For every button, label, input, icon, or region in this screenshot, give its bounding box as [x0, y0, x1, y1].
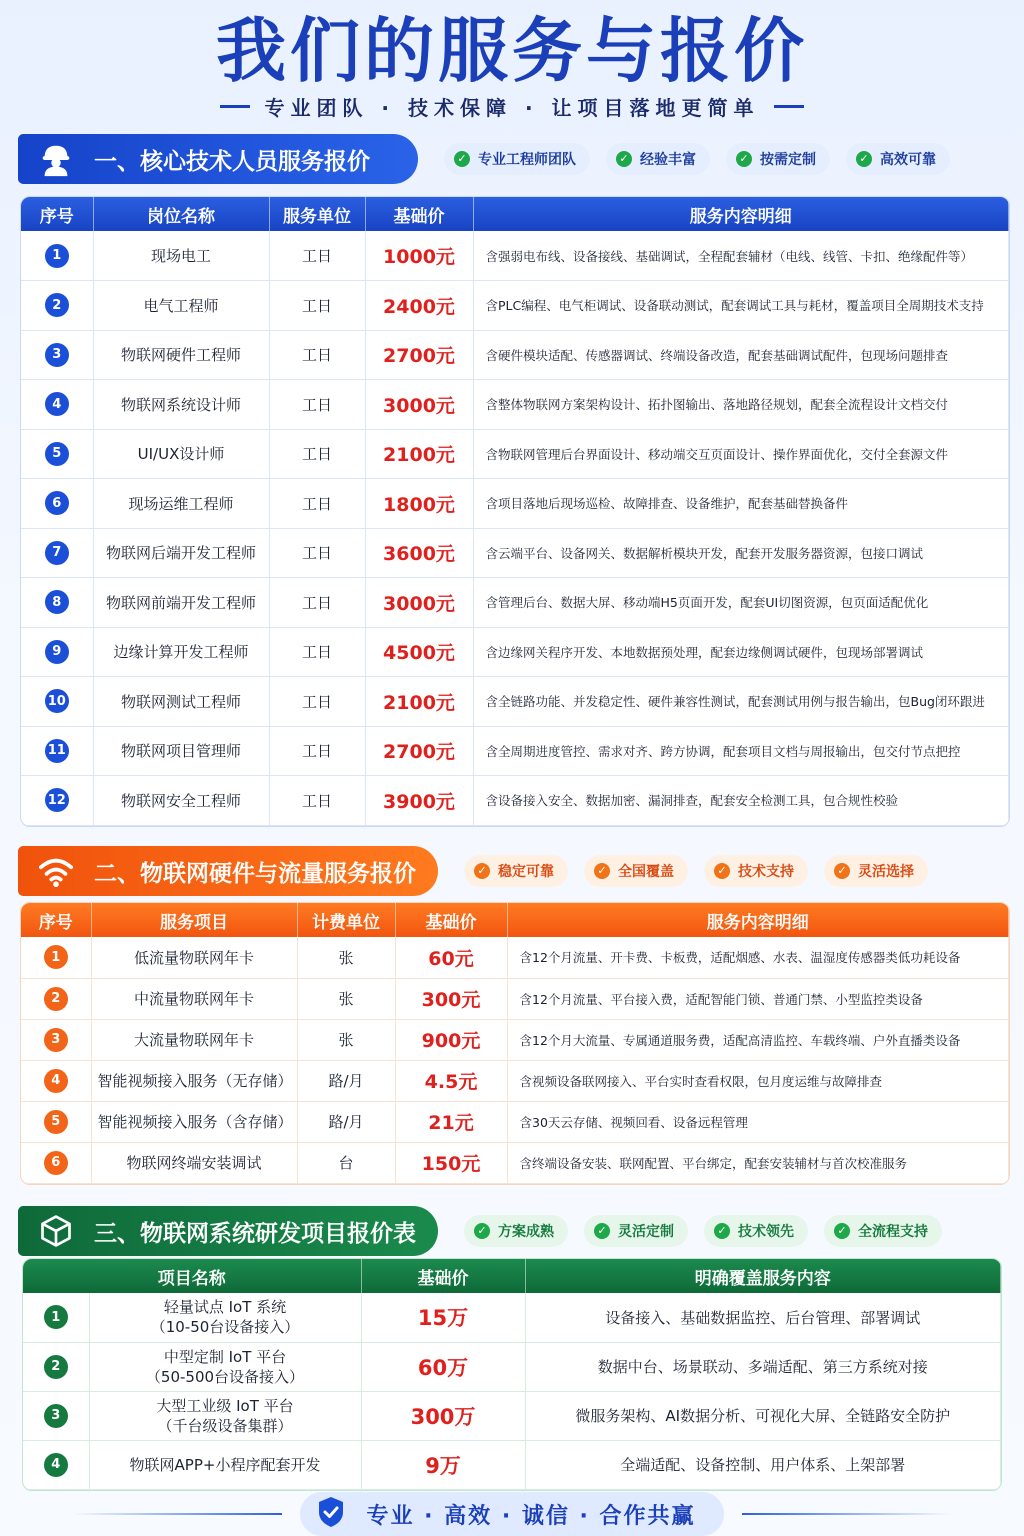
table-row — [21, 380, 1009, 430]
price-cell: 3900元 — [365, 776, 473, 826]
row-number-badge: 11 — [45, 739, 69, 763]
detail-cell: 全端适配、设备控制、用户体系、上架部署 — [525, 1440, 1001, 1489]
row-number-badge: 1 — [44, 945, 68, 969]
section-hardware-traffic — [14, 846, 1008, 1188]
check-icon: ✓ — [834, 863, 850, 879]
price-cell: 9万 — [361, 1440, 525, 1489]
staff-price-table — [20, 196, 1010, 827]
table-row — [21, 231, 1009, 281]
section-header — [14, 134, 1008, 184]
row-number-badge: 2 — [44, 1355, 68, 1379]
unit-cell: 工日 — [269, 528, 365, 578]
feature-tag: ✓ 灵活定制 — [584, 1215, 688, 1247]
column-header: 序号 — [21, 197, 93, 231]
unit-cell: 台 — [297, 1142, 395, 1183]
divider — [742, 1513, 952, 1515]
section-title: 三、物联网系统研发项目报价表 — [94, 1220, 416, 1247]
feature-tags — [464, 1215, 942, 1247]
check-icon: ✓ — [594, 1223, 610, 1239]
price-cell: 60元 — [395, 937, 507, 978]
subtitle-text: 专业团队 · 技术保障 · 让项目落地更简单 — [264, 95, 760, 120]
table-row — [21, 627, 1009, 677]
detail-cell: 含12个月大流量、专属通道服务费，适配高清监控、车载终端、户外直播类设备 — [507, 1019, 1009, 1060]
table-row — [21, 978, 1009, 1019]
table-row — [21, 1019, 1009, 1060]
project-name: 轻量试点 IoT 系统 — [163, 1298, 287, 1317]
row-number-cell — [21, 528, 93, 578]
price-cell: 150元 — [395, 1142, 507, 1183]
row-number-badge: 1 — [44, 1305, 68, 1329]
table-row — [21, 677, 1009, 727]
item-name-cell: 物联网测试工程师 — [93, 677, 269, 727]
column-header: 明确覆盖服务内容 — [525, 1259, 1001, 1293]
row-number-badge: 2 — [45, 293, 69, 317]
unit-cell: 张 — [297, 937, 395, 978]
row-number-cell — [21, 1101, 91, 1142]
table-row — [23, 1342, 1001, 1391]
row-number-badge: 12 — [45, 788, 69, 812]
price-cell: 900元 — [395, 1019, 507, 1060]
column-header: 项目名称 — [23, 1259, 361, 1293]
row-number-cell — [21, 978, 91, 1019]
unit-cell: 工日 — [269, 281, 365, 331]
row-number-badge: 4 — [44, 1069, 68, 1093]
row-number-badge: 4 — [45, 392, 69, 416]
column-header: 基础价 — [361, 1259, 525, 1293]
row-number-cell — [21, 677, 93, 727]
detail-cell: 含设备接入安全、数据加密、漏洞排查，配套安全检测工具，包合规性校验 — [473, 776, 1009, 826]
row-number-cell — [21, 380, 93, 430]
cube-icon — [36, 1211, 76, 1251]
section-core-staff — [14, 134, 1008, 830]
price-cell: 21元 — [395, 1101, 507, 1142]
check-icon: ✓ — [834, 1223, 850, 1239]
item-name-cell: 物联网安全工程师 — [93, 776, 269, 826]
price-cell: 15万 — [361, 1293, 525, 1342]
row-number-badge: 1 — [45, 244, 69, 268]
price-cell: 2100元 — [365, 429, 473, 479]
column-header: 序号 — [21, 903, 91, 937]
row-number-badge: 2 — [44, 987, 68, 1011]
section-header — [14, 1206, 1008, 1256]
row-number-cell — [21, 578, 93, 628]
section-system-dev — [14, 1206, 1008, 1486]
table-row — [21, 479, 1009, 529]
unit-cell: 张 — [297, 1019, 395, 1060]
row-number-cell — [23, 1342, 89, 1391]
row-number-badge: 10 — [45, 689, 69, 713]
item-name-cell: 物联网终端安装调试 — [91, 1142, 297, 1183]
unit-cell: 工日 — [269, 429, 365, 479]
check-icon: ✓ — [474, 1223, 490, 1239]
unit-cell: 工日 — [269, 726, 365, 776]
row-number-cell — [21, 627, 93, 677]
section-header — [14, 846, 1008, 896]
feature-tag: ✓ 灵活选择 — [824, 855, 928, 887]
footer — [0, 1492, 1024, 1536]
price-cell: 300万 — [361, 1391, 525, 1440]
table-row — [21, 281, 1009, 331]
project-scale: （10-50台设备接入） — [150, 1318, 300, 1337]
project-name: 中型定制 IoT 平台 — [163, 1347, 287, 1366]
detail-cell: 含物联网管理后台界面设计、移动端交互页面设计、操作界面优化，交付全套源文件 — [473, 429, 1009, 479]
row-number-badge: 5 — [45, 442, 69, 466]
row-number-cell — [23, 1391, 89, 1440]
project-name: 物联网APP+小程序配套开发 — [129, 1455, 321, 1474]
unit-cell: 工日 — [269, 677, 365, 727]
detail-cell: 设备接入、基础数据监控、后台管理、部署调试 — [525, 1293, 1001, 1342]
section-banner — [18, 134, 418, 184]
feature-tags — [444, 143, 950, 175]
shield-check-icon — [316, 1495, 346, 1533]
unit-cell: 工日 — [269, 479, 365, 529]
detail-cell: 含全链路功能、并发稳定性、硬件兼容性测试，配套测试用例与报告输出，包Bug闭环跟进 — [473, 677, 1009, 727]
unit-cell: 工日 — [269, 380, 365, 430]
check-icon: ✓ — [594, 863, 610, 879]
detail-cell: 含PLC编程、电气柜调试、设备联动测试，配套调试工具与耗材，覆盖项目全周期技术支持 — [473, 281, 1009, 331]
row-number-cell — [23, 1293, 89, 1342]
row-number-cell — [21, 479, 93, 529]
price-cell: 2700元 — [365, 330, 473, 380]
table-row — [23, 1293, 1001, 1342]
feature-tag: ✓ 专业工程师团队 — [444, 143, 590, 175]
feature-tags — [464, 855, 928, 887]
divider — [774, 105, 804, 108]
detail-cell: 含全周期进度管控、需求对齐、跨方协调，配套项目文档与周报输出，包交付节点把控 — [473, 726, 1009, 776]
price-cell: 3000元 — [365, 578, 473, 628]
column-header: 基础价 — [395, 903, 507, 937]
row-number-cell — [21, 726, 93, 776]
system-dev-price-table — [22, 1258, 1002, 1491]
item-name-cell: 物联网前端开发工程师 — [93, 578, 269, 628]
column-header: 服务内容明细 — [507, 903, 1009, 937]
column-header: 服务内容明细 — [473, 197, 1009, 231]
row-number-badge: 6 — [44, 1151, 68, 1175]
row-number-cell — [21, 429, 93, 479]
item-name-cell — [89, 1342, 361, 1391]
section-title: 二、物联网硬件与流量服务报价 — [94, 860, 416, 887]
table-row — [21, 776, 1009, 826]
check-icon: ✓ — [714, 863, 730, 879]
detail-cell: 含项目落地后现场巡检、故障排查、设备维护，配套基础替换备件 — [473, 479, 1009, 529]
row-number-cell — [21, 330, 93, 380]
slogan-text: 专业 · 高效 · 诚信 · 合作共赢 — [366, 1503, 696, 1529]
table-row — [21, 578, 1009, 628]
row-number-cell — [23, 1440, 89, 1489]
detail-cell: 数据中台、场景联动、多端适配、第三方系统对接 — [525, 1342, 1001, 1391]
hardware-price-table — [20, 902, 1010, 1185]
row-number-cell — [21, 1019, 91, 1060]
item-name-cell: 低流量物联网年卡 — [91, 937, 297, 978]
item-name-cell — [89, 1391, 361, 1440]
detail-cell: 含12个月流量、开卡费、卡板费，适配烟感、水表、温湿度传感器类低功耗设备 — [507, 937, 1009, 978]
feature-tag: ✓ 技术支持 — [704, 855, 808, 887]
table-row — [21, 726, 1009, 776]
feature-tag: ✓ 高效可靠 — [846, 143, 950, 175]
divider — [72, 1513, 282, 1515]
unit-cell: 张 — [297, 978, 395, 1019]
row-number-cell — [21, 231, 93, 281]
unit-cell: 工日 — [269, 776, 365, 826]
feature-tag: ✓ 经验丰富 — [606, 143, 710, 175]
section-title: 一、核心技术人员服务报价 — [94, 148, 370, 175]
column-header: 服务项目 — [91, 903, 297, 937]
column-header: 岗位名称 — [93, 197, 269, 231]
unit-cell: 工日 — [269, 627, 365, 677]
check-icon: ✓ — [856, 151, 872, 167]
detail-cell: 含终端设备安装、联网配置、平台绑定，配套安装辅材与首次校准服务 — [507, 1142, 1009, 1183]
wifi-icon — [36, 851, 76, 891]
item-name-cell — [89, 1293, 361, 1342]
table-row — [21, 1142, 1009, 1183]
check-icon: ✓ — [736, 151, 752, 167]
row-number-badge: 8 — [45, 590, 69, 614]
item-name-cell — [89, 1440, 361, 1489]
feature-tag: ✓ 稳定可靠 — [464, 855, 568, 887]
item-name-cell: 现场运维工程师 — [93, 479, 269, 529]
price-cell: 2400元 — [365, 281, 473, 331]
row-number-badge: 3 — [45, 343, 69, 367]
row-number-badge: 4 — [44, 1453, 68, 1477]
table-row — [21, 330, 1009, 380]
item-name-cell: 智能视频接入服务（含存储） — [91, 1101, 297, 1142]
item-name-cell: 物联网硬件工程师 — [93, 330, 269, 380]
project-scale: （千台级设备集群） — [157, 1416, 293, 1435]
table-row — [23, 1440, 1001, 1489]
table-row — [21, 528, 1009, 578]
section-banner — [18, 1206, 438, 1256]
price-cell: 3000元 — [365, 380, 473, 430]
feature-tag: ✓ 方案成熟 — [464, 1215, 568, 1247]
row-number-cell — [21, 281, 93, 331]
check-icon: ✓ — [714, 1223, 730, 1239]
row-number-badge: 9 — [45, 640, 69, 664]
unit-cell: 路/月 — [297, 1101, 395, 1142]
price-cell: 3600元 — [365, 528, 473, 578]
check-icon: ✓ — [616, 151, 632, 167]
column-header: 计费单位 — [297, 903, 395, 937]
detail-cell: 含硬件模块适配、传感器调试、终端设备改造，配套基础调试配件，包现场问题排查 — [473, 330, 1009, 380]
item-name-cell: 电气工程师 — [93, 281, 269, 331]
price-cell: 300元 — [395, 978, 507, 1019]
item-name-cell: 物联网后端开发工程师 — [93, 528, 269, 578]
item-name-cell: 大流量物联网年卡 — [91, 1019, 297, 1060]
table-row — [21, 937, 1009, 978]
price-cell: 4.5元 — [395, 1060, 507, 1101]
item-name-cell: 边缘计算开发工程师 — [93, 627, 269, 677]
project-scale: （50-500台设备接入） — [145, 1367, 305, 1386]
unit-cell: 工日 — [269, 578, 365, 628]
check-icon: ✓ — [454, 151, 470, 167]
row-number-cell — [21, 937, 91, 978]
feature-tag: ✓ 全国覆盖 — [584, 855, 688, 887]
feature-tag: ✓ 全流程支持 — [824, 1215, 942, 1247]
project-name: 大型工业级 IoT 平台 — [156, 1396, 294, 1415]
page-title: 我们的服务与报价 — [216, 10, 808, 92]
row-number-badge: 3 — [44, 1028, 68, 1052]
price-cell: 4500元 — [365, 627, 473, 677]
detail-cell: 含12个月流量、平台接入费，适配智能门锁、普通门禁、小型监控类设备 — [507, 978, 1009, 1019]
item-name-cell: 物联网系统设计师 — [93, 380, 269, 430]
divider — [220, 105, 250, 108]
item-name-cell: 智能视频接入服务（无存储） — [91, 1060, 297, 1101]
row-number-badge: 7 — [45, 541, 69, 565]
row-number-cell — [21, 1060, 91, 1101]
price-cell: 2100元 — [365, 677, 473, 727]
column-header: 基础价 — [365, 197, 473, 231]
price-cell: 2700元 — [365, 726, 473, 776]
column-header: 服务单位 — [269, 197, 365, 231]
table-row — [21, 429, 1009, 479]
row-number-cell — [21, 1142, 91, 1183]
feature-tag: ✓ 按需定制 — [726, 143, 830, 175]
detail-cell: 含整体物联网方案架构设计、拓扑图输出、落地路径规划，配套全流程设计文档交付 — [473, 380, 1009, 430]
item-name-cell: 物联网项目管理师 — [93, 726, 269, 776]
item-name-cell: UI/UX设计师 — [93, 429, 269, 479]
row-number-cell — [21, 776, 93, 826]
detail-cell: 含视频设备联网接入、平台实时查看权限，包月度运维与故障排查 — [507, 1060, 1009, 1101]
table-row — [21, 1060, 1009, 1101]
price-cell: 60万 — [361, 1342, 525, 1391]
unit-cell: 工日 — [269, 231, 365, 281]
check-icon: ✓ — [474, 863, 490, 879]
table-row — [23, 1391, 1001, 1440]
row-number-badge: 3 — [44, 1404, 68, 1428]
unit-cell: 路/月 — [297, 1060, 395, 1101]
detail-cell: 微服务架构、AI数据分析、可视化大屏、全链路安全防护 — [525, 1391, 1001, 1440]
detail-cell: 含强弱电布线、设备接线、基础调试，全程配套辅材（电线、线管、卡扣、绝缘配件等） — [473, 231, 1009, 281]
price-cell: 1800元 — [365, 479, 473, 529]
detail-cell: 含管理后台、数据大屏、移动端H5页面开发，配套UI切图资源，包页面适配优化 — [473, 578, 1009, 628]
item-name-cell: 中流量物联网年卡 — [91, 978, 297, 1019]
worker-icon — [36, 139, 76, 179]
slogan-badge — [300, 1492, 723, 1536]
unit-cell: 工日 — [269, 330, 365, 380]
item-name-cell: 现场电工 — [93, 231, 269, 281]
row-number-badge: 6 — [45, 491, 69, 515]
row-number-badge: 5 — [44, 1110, 68, 1134]
detail-cell: 含30天云存储、视频回看、设备远程管理 — [507, 1101, 1009, 1142]
detail-cell: 含云端平台、设备网关、数据解析模块开发，配套开发服务器资源，包接口调试 — [473, 528, 1009, 578]
section-banner — [18, 846, 438, 896]
detail-cell: 含边缘网关程序开发、本地数据预处理，配套边缘侧调试硬件，包现场部署调试 — [473, 627, 1009, 677]
table-row — [21, 1101, 1009, 1142]
subtitle — [0, 92, 1024, 120]
price-cell: 1000元 — [365, 231, 473, 281]
feature-tag: ✓ 技术领先 — [704, 1215, 808, 1247]
